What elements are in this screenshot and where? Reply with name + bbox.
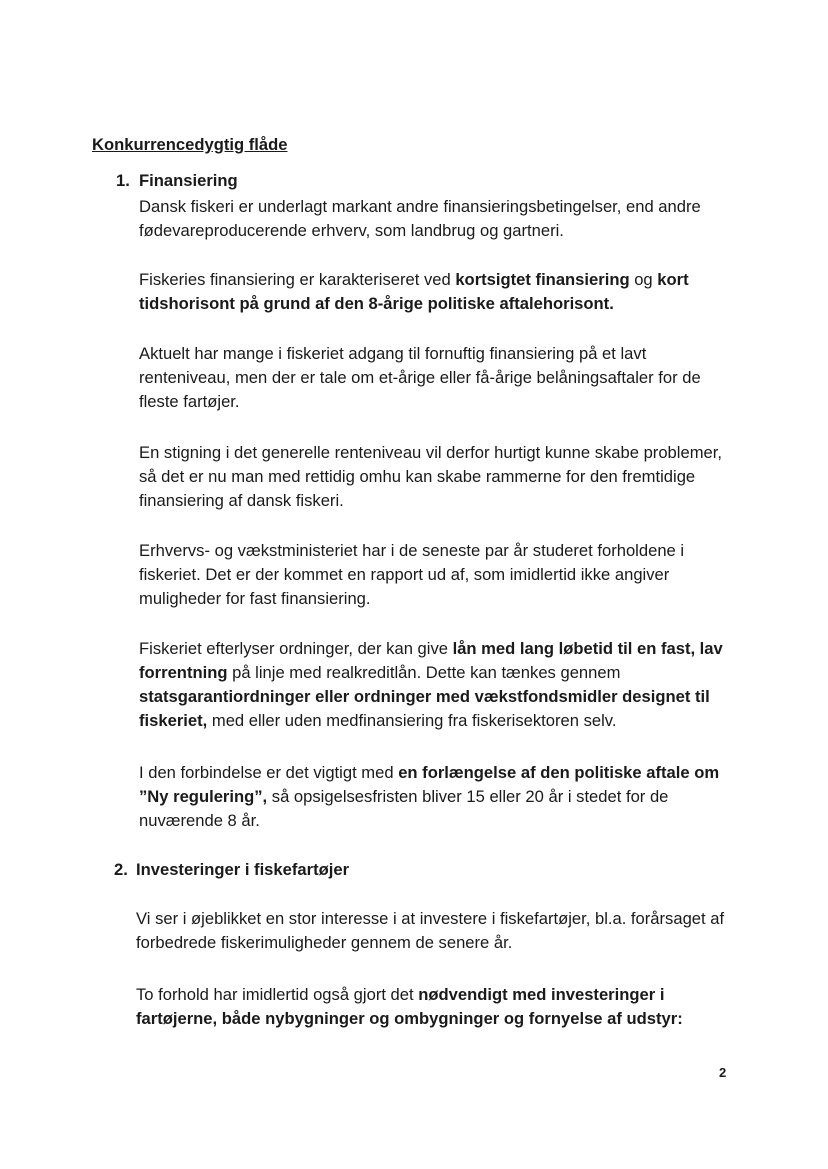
paragraph — [139, 441, 739, 513]
paragraph — [139, 761, 739, 833]
text-run: og — [629, 270, 658, 289]
text-run: så opsigelsesfristen bliver 15 eller 20 år i stedet for de nuværende 8 år. — [139, 787, 669, 830]
text-run: Dansk fiskeri er underlagt markant andre finansieringsbetingelser, end andre fødevareproducerende erhverv, som landbrug og gartneri. — [139, 197, 701, 240]
text-run-bold: kortsigtet finansiering — [455, 270, 630, 289]
text-run: Vi ser i øjeblikket en stor interesse i at investere i fiskefartøjer, bl.a. forårsaget af forbedrede fiskerimuligheder gennem de senere år. — [136, 909, 725, 952]
text-run-bold: en forlængelse af den politiske aftale om ”Ny regulering”, — [139, 763, 720, 806]
page-number: 2 — [719, 1065, 727, 1080]
page-heading: Konkurrencedygtig flåde — [92, 135, 288, 154]
text-run-bold: lån med lang løbetid til en fast, lav forrentning — [139, 639, 723, 682]
paragraph — [136, 983, 736, 1031]
text-run-bold: nødvendigt med investeringer i fartøjerne, både nybygninger og ombygninger og fornyelse af udstyr: — [136, 985, 683, 1028]
text-run-bold: kort tidshorisont på grund af den 8-årige politiske aftalehorisont. — [139, 270, 689, 313]
paragraph — [136, 907, 736, 955]
text-run: Erhvervs- og vækstministeriet har i de seneste par år studeret forholdene i fiskeriet. Det er der kommet en rapport ud af, som imidlertid ikke angiver muligheder for fast finansiering. — [139, 541, 685, 608]
text-run: En stigning i det generelle renteniveau vil derfor hurtigt kunne skabe problemer, så det er nu man med rettidig omhu kan skabe rammerne for den fremtidige finansiering af dansk fiskeri. — [139, 443, 722, 510]
section-title: Finansiering — [139, 171, 238, 190]
section-number: 1. — [116, 171, 130, 190]
text-run: Aktuelt har mange i fiskeriet adgang til fornuftig finansiering på et lavt renteniveau, men der er tale om et-årige eller få-årige belåningsaftaler for de fleste fartøjer. — [139, 344, 701, 411]
text-run: To forhold har imidlertid også gjort det — [136, 985, 419, 1004]
text-run-bold: statsgarantiordninger eller ordninger med vækstfondsmidler designet til fiskeriet, — [139, 687, 710, 730]
text-run: med eller uden medfinansiering fra fiskerisektoren selv. — [207, 711, 617, 730]
text-run: Fiskeries finansiering er karakteriseret ved — [139, 270, 456, 289]
paragraph — [139, 342, 739, 414]
text-run: I den forbindelse er det vigtigt med — [139, 763, 399, 782]
paragraph — [139, 539, 739, 611]
section-number: 2. — [114, 860, 128, 879]
paragraph — [139, 637, 739, 733]
text-run: Fiskeriet efterlyser ordninger, der kan give — [139, 639, 453, 658]
paragraph — [139, 195, 739, 243]
text-run: på linje med realkreditlån. Dette kan tænkes gennem — [227, 663, 621, 682]
section-title: Investeringer i fiskefartøjer — [136, 860, 350, 879]
paragraph — [139, 268, 739, 316]
